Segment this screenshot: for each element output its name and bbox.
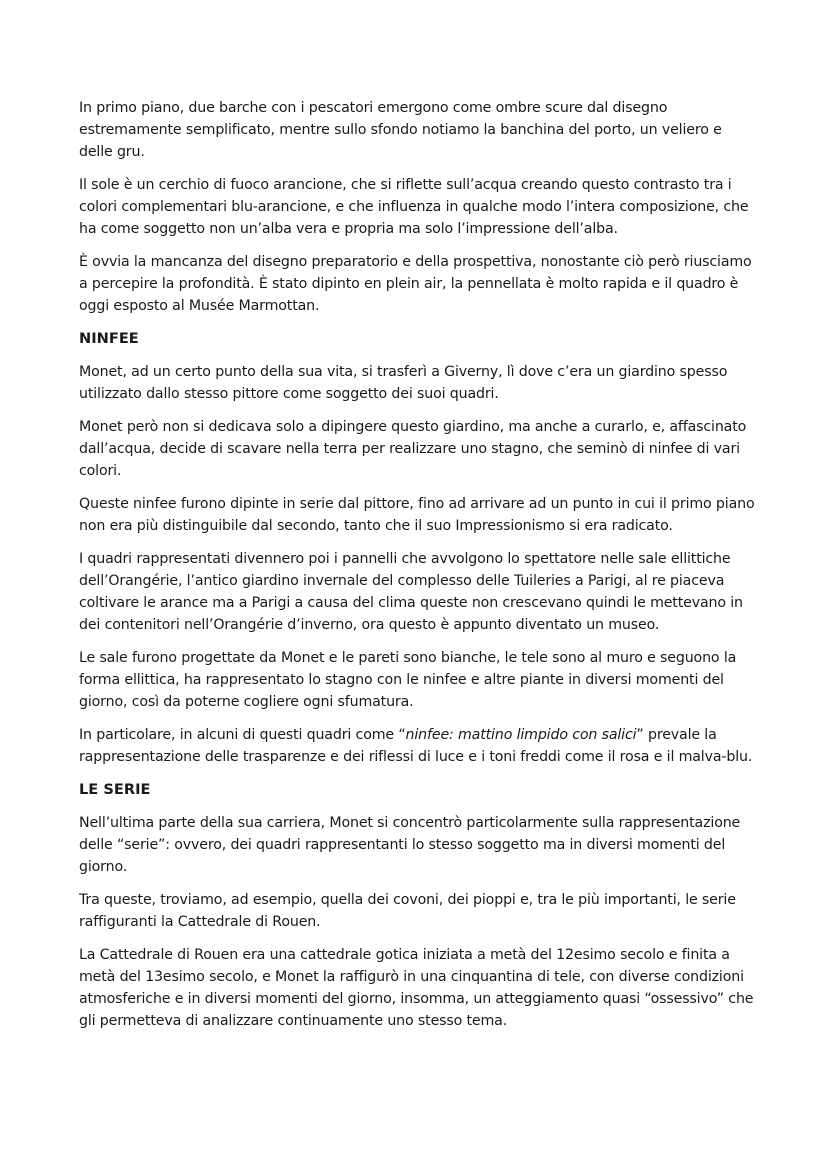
paragraph-garden: Monet però non si dedicava solo a dipingere questo giardino, ma anche a curarlo, e, affascinato dall’acqua, decide di scavare nella terra per realizzare uno stagno, che seminò di ninfee di vari colori. bbox=[79, 419, 747, 479]
text-segment: ” prevale la rappresentazione delle trasparenze e dei riflessi di luce e i toni freddi come il rosa e il malva-blu. bbox=[79, 727, 753, 765]
paragraph-boats: In primo piano, due barche con i pescatori emergono come ombre scure dal disegno estremamente semplificato, mentre sullo sfondo notiamo la banchina del porto, un veliero e delle gru. bbox=[79, 100, 722, 160]
paragraph-sun: Il sole è un cerchio di fuoco arancione, che si riflette sull’acqua creando questo contrasto tra i colori complementari blu-arancione, e che influenza in qualche modo l’intera composizione, che ha come soggetto non un’alba vera e propria ma solo l’impressione dell’alba. bbox=[79, 177, 749, 237]
paragraph-examples: Tra queste, troviamo, ad esempio, quella dei covoni, dei pioppi e, tra le più importanti, le serie raffiguranti la Cattedrale di Rouen. bbox=[79, 892, 736, 930]
paragraph-giverny: Monet, ad un certo punto della sua vita, si trasferì a Giverny, lì dove c’era un giardino spesso utilizzato dallo stesso pittore come soggetto dei suoi quadri. bbox=[79, 364, 728, 402]
paragraph-rooms: Le sale furono progettate da Monet e le pareti sono bianche, le tele sono al muro e seguono la forma ellittica, ha rappresentato lo stagno con le ninfee e altre piante in diversi momenti del giorno, così da poterne cogliere ogni sfumatura. bbox=[79, 650, 737, 710]
painting-title: ninfee: mattino limpido con salici bbox=[405, 727, 637, 743]
paragraph-transparency bbox=[79, 724, 759, 768]
paragraph-career: Nell’ultima parte della sua carriera, Monet si concentrò particolarmente sulla rappresentazione delle “serie”: ovvero, dei quadri rappresentanti lo stesso soggetto ma in diversi momenti del giorno. bbox=[79, 815, 741, 875]
paragraph-orangerie: I quadri rappresentati divennero poi i pannelli che avvolgono lo spettatore nelle sale ellittiche dell’Orangérie, l’antico giardino invernale del complesso delle Tuileries a Parigi, al re piaceva coltivare le arance ma a Parigi a causa del clima queste non crescevano quindi le mettevano in dei contenitori nell’Orangérie d’inverno, ora questo è appunto diventato un museo. bbox=[79, 551, 743, 633]
paragraph-series-ninfee: Queste ninfee furono dipinte in serie dal pittore, fino ad arrivare ad un punto in cui il primo piano non era più distinguibile dal secondo, tanto che il suo Impressionismo si era radicato. bbox=[79, 496, 755, 534]
paragraph-rouen: La Cattedrale di Rouen era una cattedrale gotica iniziata a metà del 12esimo secolo e finita a metà del 13esimo secolo, e Monet la raffigurò in una cinquantina di tele, con diverse condizioni atmosferiche e in diversi momenti del giorno, insomma, un atteggiamento quasi “ossessivo” che gli permetteva di analizzare continuamente uno stesso tema. bbox=[79, 947, 754, 1029]
heading-le-serie: LE SERIE bbox=[79, 781, 151, 798]
heading-ninfee: NINFEE bbox=[79, 330, 139, 347]
paragraph-perspective: È ovvia la mancanza del disegno preparatorio e della prospettiva, nonostante ciò però riusciamo a percepire la profondità. È stato dipinto en plein air, la pennellata è molto rapida e il quadro è oggi esposto al Musée Marmottan. bbox=[79, 254, 752, 314]
text-segment: In particolare, in alcuni di questi quadri come “ bbox=[79, 727, 406, 743]
document-page bbox=[79, 97, 759, 1043]
